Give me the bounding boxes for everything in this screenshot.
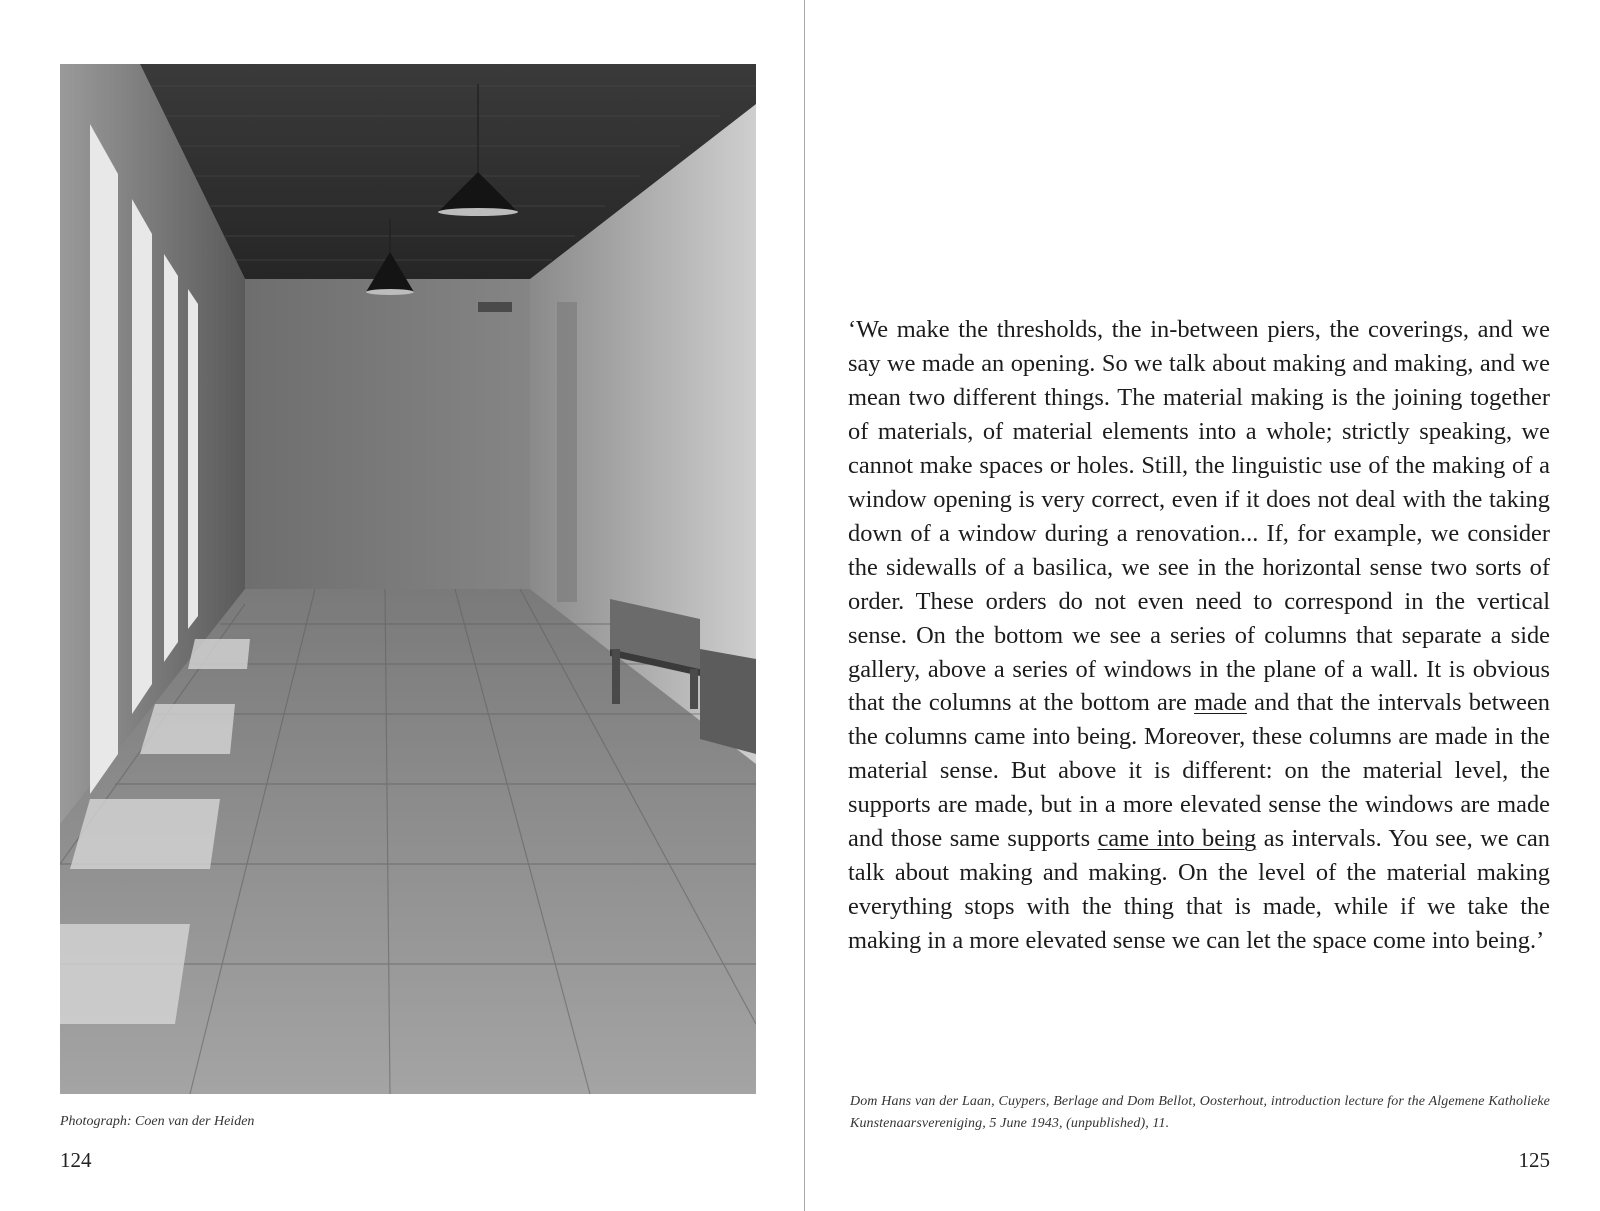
page-number-left: 124 xyxy=(60,1148,92,1172)
emphasis-came-into-being: came into being xyxy=(1097,825,1257,853)
corridor-photograph xyxy=(60,64,756,1094)
source-citation: Dom Hans van der Laan, Cuypers, Berlage and Dom Bellot, Oosterhout, introduction lecture for the Algemene Katholieke Kunstenaarsvereniging, 5 June 1943, (unpublished), 11. xyxy=(850,1094,1550,1131)
page-number-right: 125 xyxy=(1518,1148,1550,1172)
quotation-text xyxy=(848,313,1550,958)
quote-part-2: and that the intervals between the columns came into being. Moreover, these columns are made in the material sense. But above it is different: on the material level, the supports are made, but in a more elevated sense the windows are made and those same supports xyxy=(848,689,1550,853)
photo-caption: Photograph: Coen van der Heiden xyxy=(60,1114,255,1129)
page-gutter xyxy=(804,0,805,1211)
emphasis-made: made xyxy=(1194,689,1247,717)
quote-part-1: ‘We make the thresholds, the in-between piers, the coverings, and we say we made an opening. So we talk about making and making, and we mean two different things. The material making is the joining together of materials, of material elements into a whole; strictly speaking, we cannot make spaces or holes. Still, the linguistic use of the making of a window opening is very correct, even if it does not deal with the taking down of a window during a renovation... If, for example, we consider the sidewalls of a basilica, we see in the horizontal sense two sorts of order. These orders do not even need to correspond in the vertical sense. On the bottom we see a series of columns that separate a side gallery, above a series of windows in the plane of a wall. It is obvious that the columns at the bottom are xyxy=(848,316,1550,717)
quote-part-3: as intervals. You see, we can talk about making and making. On the level of the material making everything stops with the thing that is made, while if we take the making in a more elevated sense we can let the space come into being.’ xyxy=(848,825,1551,955)
